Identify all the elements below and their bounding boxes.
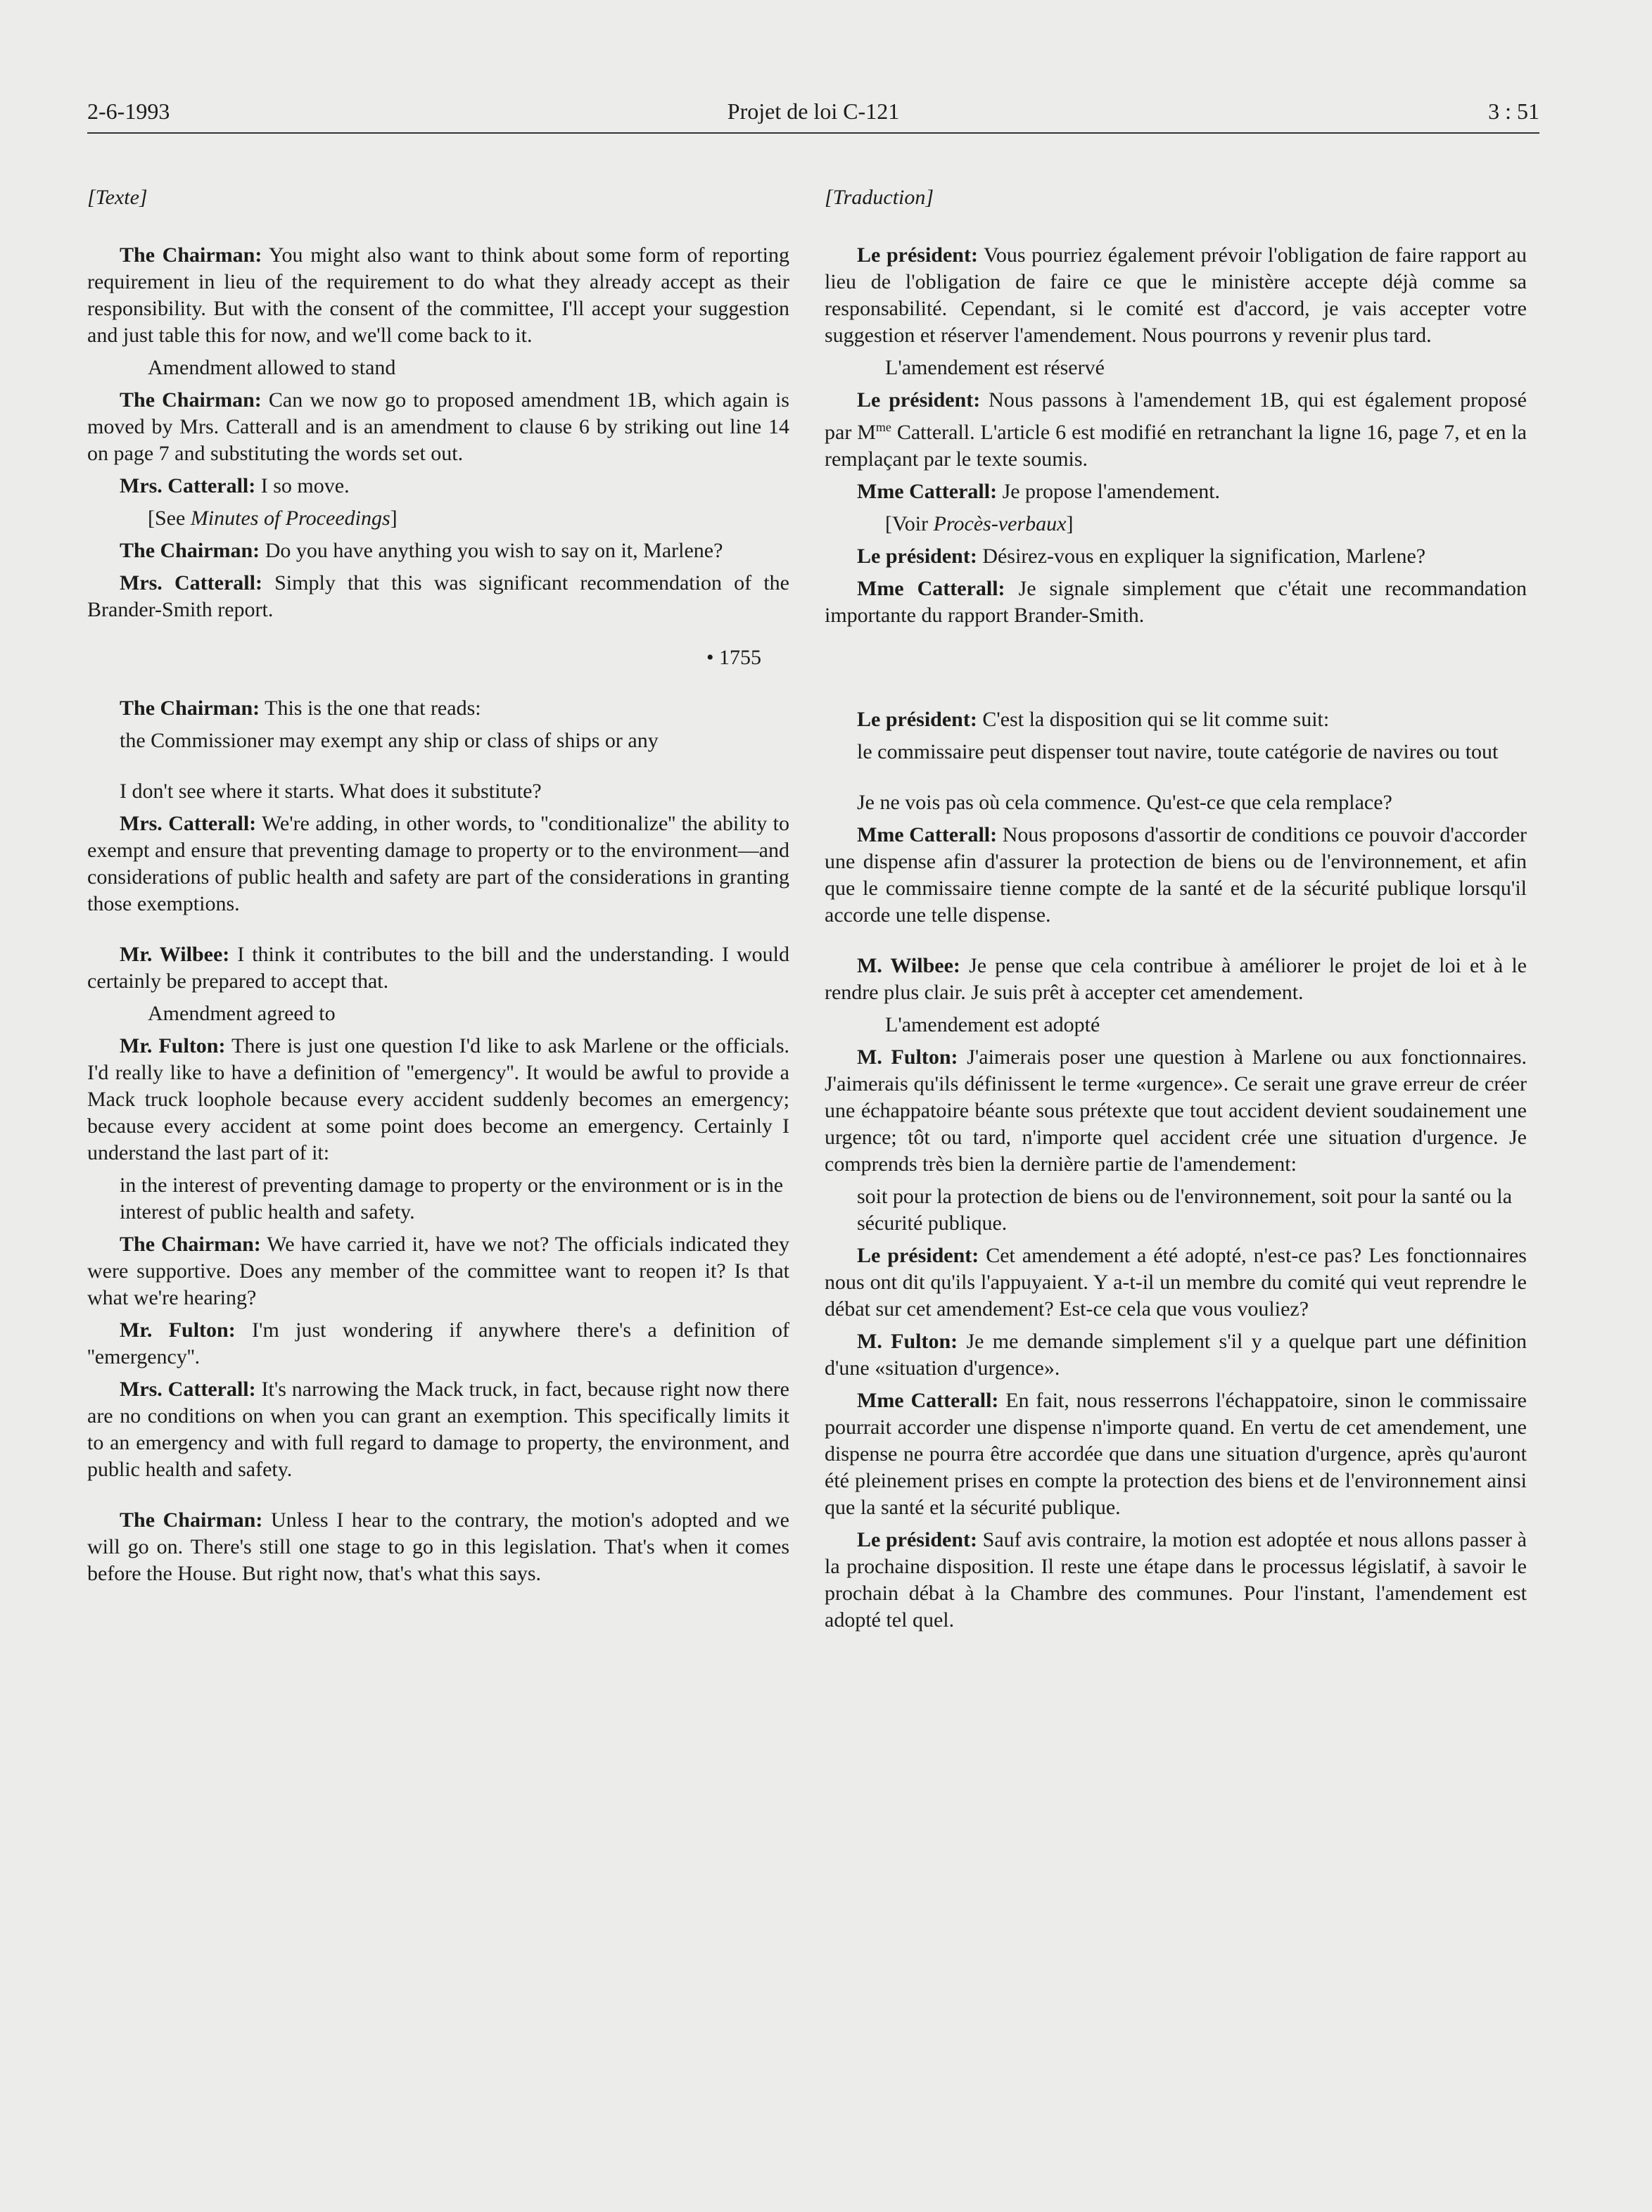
speech-text: I'm just wondering if anywhere there's a definition of ''emergency''. <box>87 1318 789 1368</box>
header-date: 2-6-1993 <box>87 98 170 124</box>
speech-text: Je pense que cela contribue à améliorer le projet de loi et à le rendre plus clair. Je suis prêt à accepter cet amendement. <box>825 954 1527 1004</box>
speech-text: There is just one question I'd like to ask Marlene or the officials. I'd really like to have a definition of ''emergency''. It would be awful to provide a Mack truck loophole because every accident suddenly becomes an emergency; because every accident at some point does become an emergency. Certainly I understand the last part of it: <box>87 1034 789 1164</box>
procedural-note: Amendment allowed to stand <box>148 356 396 379</box>
paragraph <box>825 1387 1527 1521</box>
paragraph <box>87 473 789 500</box>
paragraph <box>825 822 1527 929</box>
speech-text: Désirez-vous en expliquer la signification, Marlene? <box>977 545 1426 568</box>
speaker-name: Le président: <box>857 545 977 568</box>
speech-text: I so move. <box>255 474 350 497</box>
speaker-name: Le président: <box>857 708 977 731</box>
speaker-name: The Chairman: <box>120 243 262 267</box>
procedural-note <box>825 511 1527 538</box>
paragraph <box>87 387 789 467</box>
speaker-name: The Chairman: <box>120 1233 261 1256</box>
speech-text: Unless I hear to the contrary, the motion's adopted and we will go on. There's still one stage to go in this legislation. That's when it comes before the House. But right now, that's what this says. <box>87 1508 789 1585</box>
paragraph <box>87 695 789 722</box>
speaker-name: Mr. Fulton: <box>120 1034 226 1057</box>
speech-text: Catterall. L'article 6 est modifié en retranchant la ligne 16, page 7, et en la remplaçant par le texte soumis. <box>825 421 1527 471</box>
speech-text: En fait, nous resserrons l'échappatoire, sinon le commissaire pourrait accorder une dispense n'importe quand. En vertu de cet amendement, une dispense ne pourra être accordée que dans une situation d'urgence, après qu'auront été pleinement prises en compte la protection des biens et de l'environnement ainsi que la santé et la sécurité publique. <box>825 1389 1527 1519</box>
speaker-name: The Chairman: <box>120 1508 263 1532</box>
speaker-name: Le président: <box>857 1528 977 1551</box>
column-tag: [Traduction] <box>825 186 934 209</box>
paragraph <box>87 1317 789 1371</box>
paragraph <box>87 1033 789 1167</box>
header-page-number: 3 : 51 <box>1488 98 1539 124</box>
note-reference: Minutes of Proceedings <box>190 507 390 530</box>
note-prefix: [See <box>148 507 191 530</box>
paragraph <box>87 570 789 623</box>
note-suffix: ] <box>390 507 398 530</box>
header-title: Projet de loi C-121 <box>727 98 900 124</box>
speech-text: This is the one that reads: <box>260 697 481 720</box>
paragraph <box>87 1376 789 1483</box>
speech-text: J'aimerais poser une question à Marlene ou aux fonctionnaires. J'aimerais qu'ils définissent le terme «urgence». Ce serait une grave erreur de créer une échappatoire béante sous prétexte que tout accident devient soudainement une urgence; tôt ou tard, n'importe quel accident crée une situation d'urgence. Je comprends très bien la dernière partie de l'amendement: <box>825 1045 1527 1176</box>
speech-text: Je signale simplement que c'était une recommandation importante du rapport Brander-Smith. <box>825 577 1527 627</box>
speaker-name: M. Fulton: <box>857 1045 958 1069</box>
speaker-name: Le président: <box>857 388 981 412</box>
paragraph <box>825 706 1527 733</box>
time-marker: • 1755 <box>706 646 761 669</box>
speech-text: We're adding, in other words, to ''conditionalize'' the ability to exempt and ensure that preventing damage to property or to the environment—and considerations of public health and safety are part of the considerations in granting those exemptions. <box>87 812 789 915</box>
page-header <box>87 98 1539 134</box>
speaker-name: Mrs. Catterall: <box>120 474 256 497</box>
paragraph <box>87 1507 789 1587</box>
paragraph <box>825 1328 1527 1382</box>
speaker-name: M. Wilbee: <box>857 954 960 977</box>
english-column <box>87 184 789 1593</box>
speech-text: Je propose l'amendement. <box>997 480 1221 503</box>
speaker-name: M. Fulton: <box>857 1330 958 1353</box>
speaker-name: Mme Catterall: <box>857 823 998 846</box>
paragraph <box>825 1242 1527 1323</box>
speech-text: It's narrowing the Mack truck, in fact, because right now there are no conditions on when you can grant an exemption. This specifically limits it to an emergency and with full regard to damage to property, the environment, and public health and safety. <box>87 1378 789 1481</box>
speech-text: You might also want to think about some form of reporting requirement in lieu of the requirement to do what they already accept as their responsibility. But with the consent of the committee, I'll accept your suggestion and just table this for now, and we'll come back to it. <box>87 243 789 347</box>
note-suffix: ] <box>1066 512 1074 535</box>
speaker-name: The Chairman: <box>120 388 262 412</box>
superscript: me <box>875 420 891 434</box>
paragraph <box>825 242 1527 349</box>
speech-text: Sauf avis contraire, la motion est adoptée et nous allons passer à la prochaine disposition. Il reste une étape dans le processus législatif, à savoir le prochain débat à la Chambre des communes. Pour l'instant, l'amendement est adopté tel quel. <box>825 1528 1527 1632</box>
procedural-note: Amendment agreed to <box>148 1002 336 1025</box>
speaker-name: Mr. Wilbee: <box>120 943 230 966</box>
speaker-name: Mme Catterall: <box>857 577 1005 600</box>
speaker-name: The Chairman: <box>120 539 260 562</box>
speech-text: Nous passons à l'amendement 1B, qui est également proposé par M <box>825 388 1527 444</box>
speaker-name: Mrs. Catterall: <box>120 1378 256 1401</box>
note-prefix: [Voir <box>885 512 934 535</box>
paragraph <box>825 953 1527 1006</box>
paragraph <box>87 941 789 995</box>
speaker-name: Mme Catterall: <box>857 480 998 503</box>
speech-text: Cet amendement a été adopté, n'est-ce pas? Les fonctionnaires nous ont dit qu'ils l'appuyaient. Y a-t-il un membre du comité qui veut reprendre le débat sur cet amendement? Est-ce cela que vous vouliez? <box>825 1244 1527 1321</box>
procedural-note: L'amendement est adopté <box>885 1013 1100 1036</box>
speech-text: C'est la disposition qui se lit comme suit: <box>977 708 1330 731</box>
french-column <box>825 184 1527 1639</box>
quoted-text: le commissaire peut dispenser tout navire, toute catégorie de navires ou tout <box>857 740 1499 763</box>
speech-text: Vous pourriez également prévoir l'obligation de faire rapport au lieu de l'obligation de faire ce que le ministère accepte déjà comme sa responsabilité. Cependant, si le comité est d'accord, je vais accepter votre suggestion et réserver l'amendement. Nous pourrons y revenir plus tard. <box>825 243 1527 347</box>
speaker-name: Mrs. Catterall: <box>120 812 257 835</box>
speech-text: Simply that this was significant recommendation of the Brander-Smith report. <box>87 571 789 621</box>
column-tag: [Texte] <box>87 186 148 209</box>
paragraph: I don't see where it starts. What does it substitute? <box>120 780 542 803</box>
paragraph <box>825 576 1527 629</box>
note-reference: Procès-verbaux <box>933 512 1067 535</box>
paragraph <box>825 543 1527 570</box>
speech-text: Do you have anything you wish to say on it, Marlene? <box>260 539 723 562</box>
speaker-name: Mrs. Catterall: <box>120 571 262 595</box>
paragraph <box>825 1044 1527 1178</box>
speaker-name: The Chairman: <box>120 697 260 720</box>
paragraph: Je ne vois pas où cela commence. Qu'est-ce que cela remplace? <box>857 791 1392 814</box>
speech-text: Je me demande simplement s'il y a quelque part une définition d'une «situation d'urgence». <box>825 1330 1527 1380</box>
quoted-text: soit pour la protection de biens ou de l'environnement, soit pour la santé ou la sécurité publique. <box>857 1185 1513 1235</box>
quoted-text: in the interest of preventing damage to property or the environment or is in the interest of public health and safety. <box>120 1174 784 1223</box>
speaker-name: Mme Catterall: <box>857 1389 999 1412</box>
procedural-note <box>87 505 789 532</box>
speech-text: I think it contributes to the bill and the understanding. I would certainly be prepared to accept that. <box>87 943 789 993</box>
speech-text: Nous proposons d'assortir de conditions ce pouvoir d'accorder une dispense afin d'assurer la protection de biens ou de l'environnement, et afin que le commissaire tienne compte de la santé et de la sécurité publique lorsqu'il accorde une telle dispense. <box>825 823 1527 927</box>
paragraph <box>825 387 1527 473</box>
speaker-name: Mr. Fulton: <box>120 1318 236 1342</box>
quoted-text: the Commissioner may exempt any ship or class of ships or any <box>120 729 659 752</box>
speech-text: Can we now go to proposed amendment 1B, which again is moved by Mrs. Catterall and is an amendment to clause 6 by striking out line 14 on page 7 and substituting the words set out. <box>87 388 789 465</box>
speaker-name: Le président: <box>857 243 978 267</box>
speaker-name: Le président: <box>857 1244 979 1267</box>
speech-text: We have carried it, have we not? The officials indicated they were supportive. Does any member of the committee want to reopen it? Is that what we're hearing? <box>87 1233 789 1309</box>
procedural-note: L'amendement est réservé <box>885 356 1105 379</box>
paragraph <box>87 811 789 917</box>
paragraph <box>87 538 789 564</box>
paragraph <box>87 1231 789 1311</box>
paragraph <box>825 478 1527 505</box>
paragraph <box>87 242 789 349</box>
paragraph <box>825 1527 1527 1634</box>
